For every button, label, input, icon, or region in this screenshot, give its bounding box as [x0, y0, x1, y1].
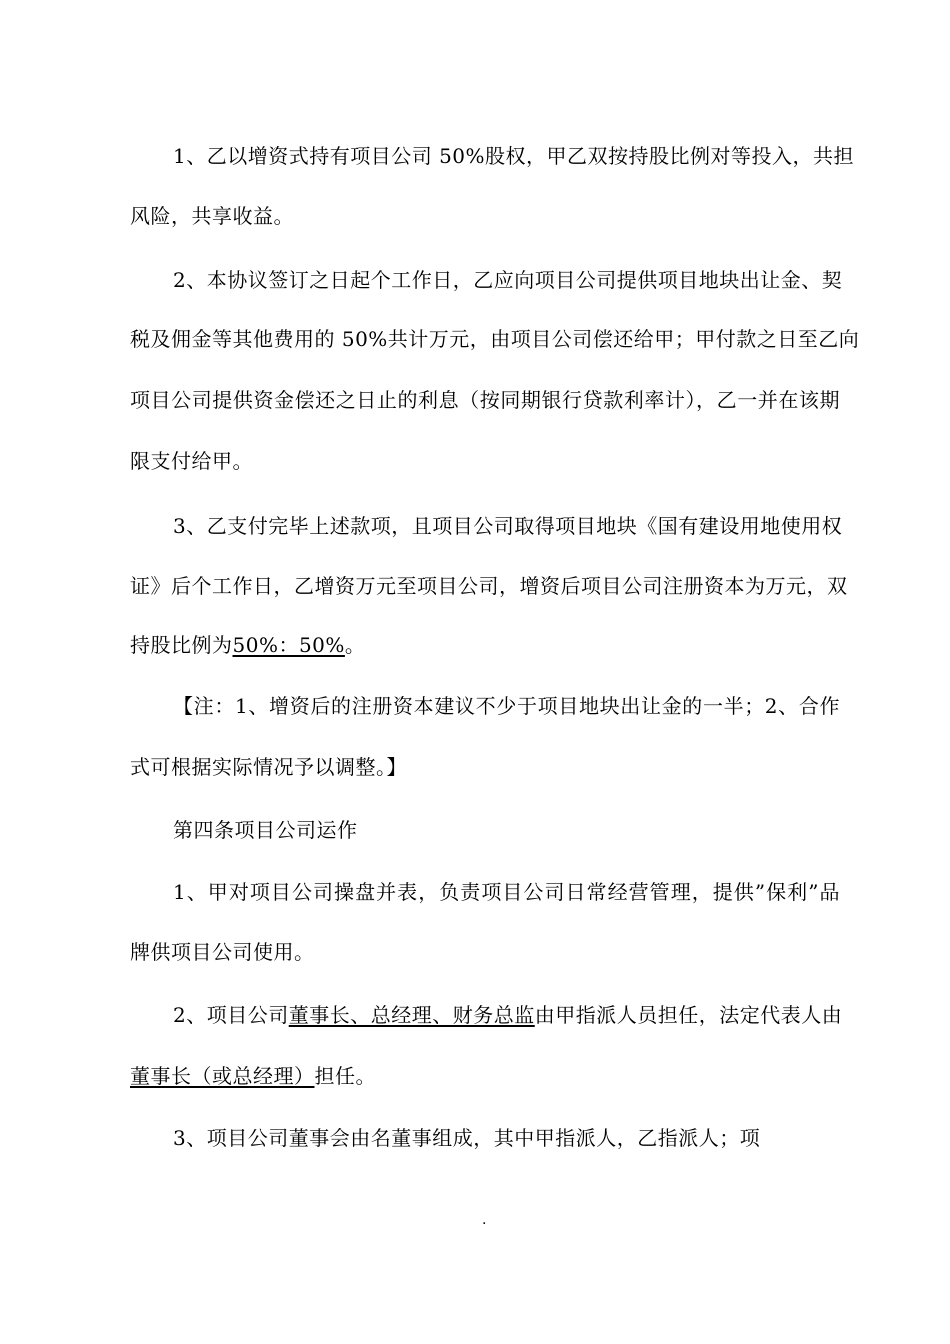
note-line-1: 【注：1、增资后的注册资本建议不少于项目地块出让金的一半；2、合作	[173, 694, 840, 718]
paragraph-3-line-3	[130, 633, 840, 657]
note-line-2: 式可根据实际情况予以调整。】	[130, 755, 407, 779]
paragraph-2-line-4: 限支付给甲。	[130, 449, 253, 473]
page-footer-mark: .	[482, 1212, 487, 1228]
item-2-positions-underlined: 董事长、总经理、财务总监	[288, 1003, 535, 1027]
paragraph-2-line-2: 税及佣金等其他费用的 50%共计万元，由项目公司偿还给甲；甲付款之日至乙向	[130, 327, 860, 351]
share-ratio-underlined: 50%：50%	[232, 633, 345, 657]
article-4-item-3-line-1: 3、项目公司董事会由名董事组成，其中甲指派人，乙指派人；项	[173, 1126, 761, 1150]
item-2-chairman-underlined: 董事长（或总经理）	[130, 1064, 315, 1088]
paragraph-1-line-2: 风险，共享收益。	[130, 204, 294, 228]
paragraph-2-line-1: 2、本协议签订之日起个工作日，乙应向项目公司提供项目地块出让金、契	[173, 268, 843, 292]
paragraph-2-line-3: 项目公司提供资金偿还之日止的利息（按同期银行贷款利率计），乙一并在该期	[130, 388, 840, 412]
article-4-item-1-line-2: 牌供项目公司使用。	[130, 940, 315, 964]
article-4-item-1-line-1: 1、甲对项目公司操盘并表，负责项目公司日常经营管理，提供”保利”品	[173, 880, 840, 904]
paragraph-3-line-2: 证》后个工作日，乙增资万元至项目公司，增资后项目公司注册资本为万元，双	[130, 574, 848, 598]
item-2-prefix: 2、项目公司	[173, 1003, 289, 1027]
item-2-line-2-suffix: 担任。	[314, 1064, 376, 1088]
paragraph-3-line-3-suffix: 。	[344, 633, 366, 657]
article-4-heading: 第四条项目公司运作	[173, 818, 358, 842]
paragraph-3-line-1: 3、乙支付完毕上述款项，且项目公司取得项目地块《国有建设用地使用权	[173, 514, 843, 538]
paragraph-1-line-1: 1、乙以增资式持有项目公司 50%股权，甲乙双按持股比例对等投入，共担	[173, 144, 855, 168]
paragraph-3-line-3-prefix: 持股比例为	[130, 633, 233, 657]
item-2-suffix: 由甲指派人员担任，法定代表人由	[534, 1003, 843, 1027]
article-4-item-2-line-1	[173, 1003, 883, 1027]
article-4-item-2-line-2	[130, 1064, 840, 1088]
